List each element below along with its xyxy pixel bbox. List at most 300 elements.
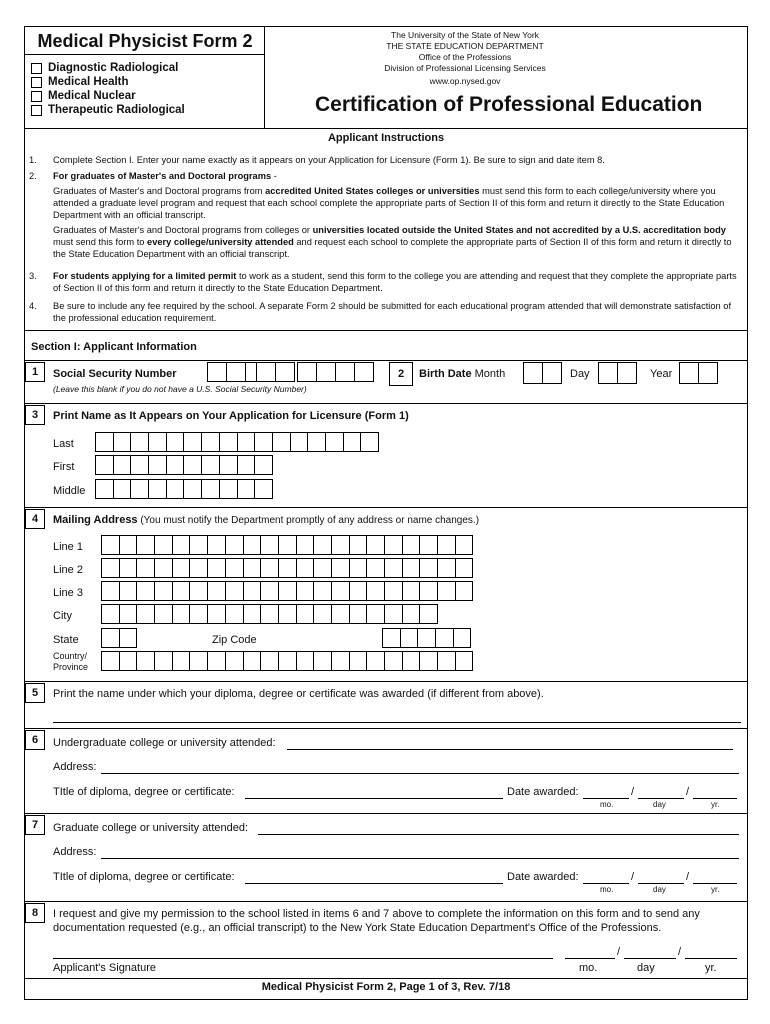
char-cell[interactable] bbox=[360, 432, 379, 452]
char-cell[interactable] bbox=[278, 604, 297, 624]
char-cell[interactable] bbox=[189, 558, 208, 578]
char-cell[interactable] bbox=[172, 604, 191, 624]
char-cell[interactable] bbox=[148, 432, 167, 452]
agency-line: The University of the State of New York bbox=[391, 30, 539, 40]
year-label: Year bbox=[650, 368, 673, 380]
page-footer: Medical Physicist Form 2, Page 1 of 3, Rev. 7/18 bbox=[261, 981, 511, 993]
char-cell[interactable] bbox=[189, 604, 208, 624]
char-cell[interactable] bbox=[313, 581, 332, 601]
instruction-bold: every college/university attended bbox=[147, 237, 294, 247]
grad-date-label: Date awarded: bbox=[507, 871, 579, 883]
char-cell[interactable] bbox=[101, 604, 120, 624]
state-label: State bbox=[53, 634, 79, 646]
char-cell[interactable] bbox=[278, 558, 297, 578]
certification-title: Certification of Professional Education bbox=[315, 93, 703, 116]
date-cell[interactable] bbox=[542, 362, 562, 384]
item5-label: Print the name under which your diploma, degree or certificate was awarded (if different from above). bbox=[53, 688, 544, 700]
char-cell[interactable] bbox=[260, 651, 279, 671]
agency-url: www.op.nysed.gov bbox=[429, 76, 501, 86]
char-cell[interactable] bbox=[154, 581, 173, 601]
checkbox-medical-nuclear[interactable] bbox=[31, 90, 136, 102]
date-slash: / bbox=[686, 786, 690, 798]
char-cell[interactable] bbox=[331, 581, 350, 601]
mailing-note: (You must notify the Department promptly of any address or name changes.) bbox=[140, 515, 480, 526]
char-cell[interactable] bbox=[384, 581, 403, 601]
country-label-line: Province bbox=[53, 662, 89, 672]
char-cell[interactable] bbox=[313, 535, 332, 555]
char-cell[interactable] bbox=[349, 535, 368, 555]
char-cell[interactable] bbox=[296, 604, 315, 624]
item-number-box: 5 bbox=[25, 683, 45, 703]
char-cell[interactable] bbox=[237, 455, 256, 475]
item-number-box: 1 bbox=[25, 362, 45, 382]
char-cell[interactable] bbox=[119, 628, 138, 648]
zip-field[interactable] bbox=[382, 628, 470, 648]
char-cell[interactable] bbox=[260, 581, 279, 601]
line1-label: Line 1 bbox=[53, 541, 83, 553]
char-cell[interactable] bbox=[154, 604, 173, 624]
instruction-item-3 bbox=[29, 270, 741, 294]
char-cell[interactable] bbox=[201, 455, 220, 475]
checkbox-label: Therapeutic Radiological bbox=[48, 104, 185, 116]
ssn-cell[interactable] bbox=[316, 362, 336, 382]
char-cell[interactable] bbox=[349, 558, 368, 578]
char-cell[interactable] bbox=[207, 651, 226, 671]
char-cell[interactable] bbox=[207, 535, 226, 555]
char-cell[interactable] bbox=[136, 604, 155, 624]
sign-date-day[interactable] bbox=[624, 958, 676, 959]
char-cell[interactable] bbox=[278, 581, 297, 601]
middle-name-field[interactable] bbox=[95, 479, 272, 499]
char-cell[interactable] bbox=[207, 581, 226, 601]
ssn-note: (Leave this blank if you do not have a U.S. Social Security Number) bbox=[53, 384, 307, 394]
item-number: 1. bbox=[29, 155, 37, 165]
undergrad-line[interactable] bbox=[287, 749, 733, 750]
char-cell[interactable] bbox=[254, 455, 273, 475]
date-cell[interactable] bbox=[679, 362, 699, 384]
char-cell[interactable] bbox=[219, 455, 238, 475]
char-cell[interactable] bbox=[366, 651, 385, 671]
undergrad-address-line[interactable] bbox=[101, 773, 739, 774]
date-slash: / bbox=[631, 786, 635, 798]
char-cell[interactable] bbox=[136, 581, 155, 601]
grad-date-mo[interactable] bbox=[583, 883, 629, 884]
last-name-field[interactable] bbox=[95, 432, 378, 452]
item-number-box: 8 bbox=[25, 903, 45, 923]
zip-label: Zip Code bbox=[212, 634, 257, 646]
char-cell[interactable] bbox=[325, 432, 344, 452]
instruction-dash: - bbox=[271, 171, 277, 181]
char-cell[interactable] bbox=[113, 479, 132, 499]
birth-date-label bbox=[419, 368, 505, 380]
date-slash: / bbox=[678, 946, 682, 958]
char-cell[interactable] bbox=[219, 432, 238, 452]
country-label bbox=[53, 651, 88, 673]
char-cell[interactable] bbox=[172, 581, 191, 601]
char-cell[interactable] bbox=[349, 604, 368, 624]
city-label: City bbox=[53, 610, 72, 622]
name-label: Print Name as It Appears on Your Application for Licensure (Form 1) bbox=[53, 410, 409, 422]
char-cell[interactable] bbox=[225, 604, 244, 624]
char-cell[interactable] bbox=[119, 604, 138, 624]
char-cell[interactable] bbox=[119, 651, 138, 671]
instruction-text: to work as a student, send this form to the college you are attending and request that they complete the appropriate parts of Section II of this form and return it directly to the State Education Department. bbox=[53, 271, 737, 293]
char-cell[interactable] bbox=[225, 558, 244, 578]
char-cell[interactable] bbox=[189, 535, 208, 555]
char-cell[interactable] bbox=[402, 558, 421, 578]
checkbox-box[interactable] bbox=[31, 105, 42, 116]
day-caption: day bbox=[653, 885, 666, 894]
country-field[interactable] bbox=[101, 651, 472, 671]
char-cell[interactable] bbox=[435, 628, 454, 648]
mo-caption: mo. bbox=[600, 885, 614, 894]
date-cell[interactable] bbox=[698, 362, 718, 384]
yr-caption: yr. bbox=[711, 885, 720, 894]
instruction-bold: accredited United States colleges or universities bbox=[265, 186, 480, 196]
date-slash: / bbox=[631, 871, 635, 883]
instruction-text: Be sure to include any fee required by the school. A separate Form 2 should be submitted for each educational program attended that will demonstrate satisfaction of the professional education requirement. bbox=[53, 301, 732, 323]
char-cell[interactable] bbox=[130, 455, 149, 475]
char-cell[interactable] bbox=[296, 558, 315, 578]
char-cell[interactable] bbox=[400, 628, 419, 648]
char-cell[interactable] bbox=[402, 581, 421, 601]
grad-line[interactable] bbox=[258, 834, 739, 835]
day-label: Day bbox=[570, 368, 590, 380]
ssn-cell[interactable] bbox=[256, 362, 276, 382]
char-cell[interactable] bbox=[402, 604, 421, 624]
char-cell[interactable] bbox=[296, 535, 315, 555]
ssn-cell[interactable] bbox=[207, 362, 227, 382]
char-cell[interactable] bbox=[366, 535, 385, 555]
char-cell[interactable] bbox=[419, 651, 438, 671]
char-cell[interactable] bbox=[278, 535, 297, 555]
char-cell[interactable] bbox=[384, 651, 403, 671]
char-cell[interactable] bbox=[243, 604, 262, 624]
country-label-line: Country/ bbox=[53, 651, 88, 661]
char-cell[interactable] bbox=[331, 604, 350, 624]
char-cell[interactable] bbox=[148, 479, 167, 499]
signature-label: Applicant's Signature bbox=[53, 962, 156, 974]
instruction-heading: For graduates of Master's and Doctoral programs bbox=[53, 171, 272, 181]
checkbox-box[interactable] bbox=[31, 63, 42, 74]
char-cell[interactable] bbox=[313, 651, 332, 671]
item-number: 2. bbox=[29, 171, 37, 181]
char-cell[interactable] bbox=[183, 455, 202, 475]
char-cell[interactable] bbox=[166, 479, 185, 499]
char-cell[interactable] bbox=[136, 558, 155, 578]
char-cell[interactable] bbox=[130, 479, 149, 499]
signature-line[interactable] bbox=[53, 958, 553, 959]
char-cell[interactable] bbox=[272, 432, 291, 452]
date-cell[interactable] bbox=[617, 362, 637, 384]
char-cell[interactable] bbox=[331, 651, 350, 671]
undergrad-date-day[interactable] bbox=[638, 798, 684, 799]
char-cell[interactable] bbox=[243, 535, 262, 555]
char-cell[interactable] bbox=[166, 432, 185, 452]
grad-date-day[interactable] bbox=[638, 883, 684, 884]
char-cell[interactable] bbox=[331, 558, 350, 578]
instruction-text: Graduates of Master's and Doctoral programs from colleges or bbox=[53, 225, 313, 235]
char-cell[interactable] bbox=[154, 558, 173, 578]
ssn-cell[interactable] bbox=[275, 362, 295, 382]
checkbox-diagnostic[interactable] bbox=[31, 62, 178, 74]
instruction-item-1 bbox=[29, 154, 741, 166]
char-cell[interactable] bbox=[207, 604, 226, 624]
instruction-text: must send this form to bbox=[53, 237, 148, 247]
char-cell[interactable] bbox=[101, 628, 120, 648]
item-number: 4. bbox=[29, 301, 37, 311]
char-cell[interactable] bbox=[331, 535, 350, 555]
instruction-text: and request each school to complete the appropriate parts of Section II of this form and return it directly to the State Education Department with an official transcript. bbox=[53, 237, 732, 259]
undergrad-date-yr[interactable] bbox=[693, 798, 737, 799]
checkbox-label: Medical Health bbox=[48, 76, 129, 88]
char-cell[interactable] bbox=[101, 581, 120, 601]
char-cell[interactable] bbox=[453, 628, 472, 648]
agency-line: Office of the Professions bbox=[418, 52, 512, 62]
last-name-label: Last bbox=[53, 438, 74, 450]
address-line1-field[interactable] bbox=[101, 535, 472, 555]
char-cell[interactable] bbox=[119, 581, 138, 601]
char-cell[interactable] bbox=[172, 651, 191, 671]
char-cell[interactable] bbox=[136, 651, 155, 671]
char-cell[interactable] bbox=[290, 432, 309, 452]
mailing-label-text: Mailing Address bbox=[53, 514, 138, 526]
grad-title-label: TItle of diploma, degree or certificate: bbox=[53, 871, 235, 883]
char-cell[interactable] bbox=[225, 535, 244, 555]
char-cell[interactable] bbox=[366, 604, 385, 624]
sign-date-mo[interactable] bbox=[565, 958, 615, 959]
char-cell[interactable] bbox=[382, 628, 401, 648]
ssn-cell[interactable] bbox=[354, 362, 374, 382]
grad-address-line[interactable] bbox=[101, 858, 739, 859]
agency-line: THE STATE EDUCATION DEPARTMENT bbox=[386, 41, 544, 51]
first-name-field[interactable] bbox=[95, 455, 272, 475]
char-cell[interactable] bbox=[437, 558, 456, 578]
line2-label: Line 2 bbox=[53, 564, 83, 576]
divider bbox=[25, 330, 747, 331]
char-cell[interactable] bbox=[260, 558, 279, 578]
instruction-text: Graduates of Master's and Doctoral programs from bbox=[53, 186, 266, 196]
undergrad-label: Undergraduate college or university attended: bbox=[53, 737, 276, 749]
date-cell[interactable] bbox=[598, 362, 618, 384]
char-cell[interactable] bbox=[101, 535, 120, 555]
instructions-title: Applicant Instructions bbox=[327, 132, 445, 144]
ssn-field-group-3[interactable] bbox=[297, 362, 373, 382]
instruction-bold: universities located outside the United States and not accredited by a U.S. accreditation body bbox=[312, 225, 726, 235]
instruction-item-2 bbox=[29, 170, 741, 260]
checkbox-box[interactable] bbox=[31, 77, 42, 88]
mo-caption: mo. bbox=[600, 800, 614, 809]
char-cell[interactable] bbox=[154, 651, 173, 671]
char-cell[interactable] bbox=[402, 535, 421, 555]
char-cell[interactable] bbox=[455, 535, 474, 555]
char-cell[interactable] bbox=[313, 604, 332, 624]
month-label: Month bbox=[474, 368, 506, 380]
checkbox-medical-health[interactable] bbox=[31, 76, 129, 88]
checkbox-label: Diagnostic Radiological bbox=[48, 62, 179, 74]
city-field[interactable] bbox=[101, 604, 437, 624]
char-cell[interactable] bbox=[384, 558, 403, 578]
divider bbox=[25, 681, 747, 682]
char-cell[interactable] bbox=[183, 432, 202, 452]
char-cell[interactable] bbox=[349, 581, 368, 601]
agency-block bbox=[270, 30, 660, 87]
char-cell[interactable] bbox=[313, 558, 332, 578]
middle-name-label: Middle bbox=[53, 485, 86, 497]
char-cell[interactable] bbox=[366, 558, 385, 578]
char-cell[interactable] bbox=[384, 604, 403, 624]
char-cell[interactable] bbox=[183, 479, 202, 499]
char-cell[interactable] bbox=[455, 651, 474, 671]
grad-address-label: Address: bbox=[53, 846, 97, 858]
char-cell[interactable] bbox=[189, 581, 208, 601]
char-cell[interactable] bbox=[95, 479, 114, 499]
char-cell[interactable] bbox=[201, 432, 220, 452]
date-slash: / bbox=[686, 871, 690, 883]
char-cell[interactable] bbox=[95, 432, 114, 452]
char-cell[interactable] bbox=[101, 558, 120, 578]
ssn-cell[interactable] bbox=[226, 362, 246, 382]
char-cell[interactable] bbox=[201, 479, 220, 499]
char-cell[interactable] bbox=[455, 581, 474, 601]
birth-date-text: Birth Date bbox=[419, 368, 472, 380]
first-name-label: First bbox=[53, 461, 75, 473]
char-cell[interactable] bbox=[402, 651, 421, 671]
yr-caption: yr. bbox=[711, 800, 720, 809]
char-cell[interactable] bbox=[296, 651, 315, 671]
char-cell[interactable] bbox=[113, 455, 132, 475]
divider bbox=[25, 728, 747, 729]
date-slash: / bbox=[617, 946, 621, 958]
char-cell[interactable] bbox=[237, 432, 256, 452]
ssn-cell[interactable] bbox=[297, 362, 317, 382]
char-cell[interactable] bbox=[95, 455, 114, 475]
char-cell[interactable] bbox=[260, 604, 279, 624]
undergrad-title-label: TItle of diploma, degree or certificate: bbox=[53, 786, 235, 798]
char-cell[interactable] bbox=[254, 432, 273, 452]
char-cell[interactable] bbox=[113, 432, 132, 452]
sign-date-yr[interactable] bbox=[685, 958, 737, 959]
checkbox-therapeutic[interactable] bbox=[31, 104, 185, 116]
char-cell[interactable] bbox=[172, 535, 191, 555]
mo-caption: mo. bbox=[579, 962, 598, 974]
char-cell[interactable] bbox=[237, 479, 256, 499]
char-cell[interactable] bbox=[225, 651, 244, 671]
agency-line: Division of Professional Licensing Services bbox=[384, 63, 546, 73]
form-page bbox=[24, 26, 748, 1000]
char-cell[interactable] bbox=[243, 651, 262, 671]
undergrad-date-mo[interactable] bbox=[583, 798, 629, 799]
divider bbox=[25, 813, 747, 814]
char-cell[interactable] bbox=[349, 651, 368, 671]
instruction-text: Complete Section I. Enter your name exactly as it appears on your Application for Licensure (Form 1). Be sure to sign and date item 8. bbox=[53, 155, 605, 165]
divider bbox=[25, 360, 747, 361]
item-number-box: 6 bbox=[25, 730, 45, 750]
ssn-field-group-2[interactable] bbox=[256, 362, 294, 382]
checkbox-box[interactable] bbox=[31, 91, 42, 102]
char-cell[interactable] bbox=[455, 558, 474, 578]
char-cell[interactable] bbox=[437, 535, 456, 555]
char-cell[interactable] bbox=[166, 455, 185, 475]
char-cell[interactable] bbox=[254, 479, 273, 499]
undergrad-date-label: Date awarded: bbox=[507, 786, 579, 798]
char-cell[interactable] bbox=[136, 535, 155, 555]
char-cell[interactable] bbox=[419, 581, 438, 601]
char-cell[interactable] bbox=[343, 432, 362, 452]
state-field[interactable] bbox=[101, 628, 136, 648]
char-cell[interactable] bbox=[307, 432, 326, 452]
char-cell[interactable] bbox=[148, 455, 167, 475]
char-cell[interactable] bbox=[172, 558, 191, 578]
mailing-address-label bbox=[53, 514, 479, 526]
instruction-bold: For students applying for a limited permit bbox=[53, 271, 237, 281]
char-cell[interactable] bbox=[419, 604, 438, 624]
char-cell[interactable] bbox=[437, 581, 456, 601]
grad-label: Graduate college or university attended: bbox=[53, 822, 249, 834]
undergrad-address-label: Address: bbox=[53, 761, 97, 773]
char-cell[interactable] bbox=[419, 535, 438, 555]
char-cell[interactable] bbox=[154, 535, 173, 555]
item-number: 3. bbox=[29, 271, 37, 281]
ssn-label: Social Security Number bbox=[53, 368, 177, 380]
birth-day-field[interactable] bbox=[598, 362, 636, 384]
divider bbox=[25, 128, 747, 129]
char-cell[interactable] bbox=[243, 581, 262, 601]
grad-title-line[interactable] bbox=[245, 883, 503, 884]
diploma-name-line[interactable] bbox=[53, 722, 741, 723]
char-cell[interactable] bbox=[417, 628, 436, 648]
divider bbox=[25, 978, 747, 979]
char-cell[interactable] bbox=[437, 651, 456, 671]
char-cell[interactable] bbox=[119, 558, 138, 578]
char-cell[interactable] bbox=[366, 581, 385, 601]
char-cell[interactable] bbox=[384, 535, 403, 555]
day-caption: day bbox=[653, 800, 666, 809]
item8-text: I request and give my permission to the school listed in items 6 and 7 above to complete the information on this form and to send any documentation requested (e.g., an official transcript) to the New York State Education Department's Office of the Professions. bbox=[53, 908, 700, 934]
birth-month-field[interactable] bbox=[523, 362, 561, 384]
address-line2-field[interactable] bbox=[101, 558, 472, 578]
undergrad-title-line[interactable] bbox=[245, 798, 503, 799]
divider bbox=[25, 403, 747, 404]
char-cell[interactable] bbox=[296, 581, 315, 601]
address-line3-field[interactable] bbox=[101, 581, 472, 601]
char-cell[interactable] bbox=[207, 558, 226, 578]
section-1-title: Section I: Applicant Information bbox=[31, 341, 197, 353]
char-cell[interactable] bbox=[119, 535, 138, 555]
line3-label: Line 3 bbox=[53, 587, 83, 599]
item-number-box: 4 bbox=[25, 509, 45, 529]
day-caption: day bbox=[637, 962, 655, 974]
char-cell[interactable] bbox=[278, 651, 297, 671]
instruction-text: must send this form to each college/university where you attended a graduate level program and request that each school complete the appropriate parts of Section II of this form and return it directly to the State Education Department with an official transcript. bbox=[53, 186, 725, 220]
char-cell[interactable] bbox=[225, 581, 244, 601]
form-header-left bbox=[25, 27, 265, 128]
char-cell[interactable] bbox=[219, 479, 238, 499]
grad-date-yr[interactable] bbox=[693, 883, 737, 884]
item-number-box: 7 bbox=[25, 815, 45, 835]
char-cell[interactable] bbox=[130, 432, 149, 452]
form-title: Medical Physicist Form 2 bbox=[25, 27, 265, 55]
ssn-cell[interactable] bbox=[335, 362, 355, 382]
instruction-item-4 bbox=[29, 300, 741, 324]
char-cell[interactable] bbox=[189, 651, 208, 671]
birth-year-field[interactable] bbox=[679, 362, 717, 384]
date-cell[interactable] bbox=[523, 362, 543, 384]
char-cell[interactable] bbox=[260, 535, 279, 555]
char-cell[interactable] bbox=[243, 558, 262, 578]
char-cell[interactable] bbox=[101, 651, 120, 671]
char-cell[interactable] bbox=[419, 558, 438, 578]
